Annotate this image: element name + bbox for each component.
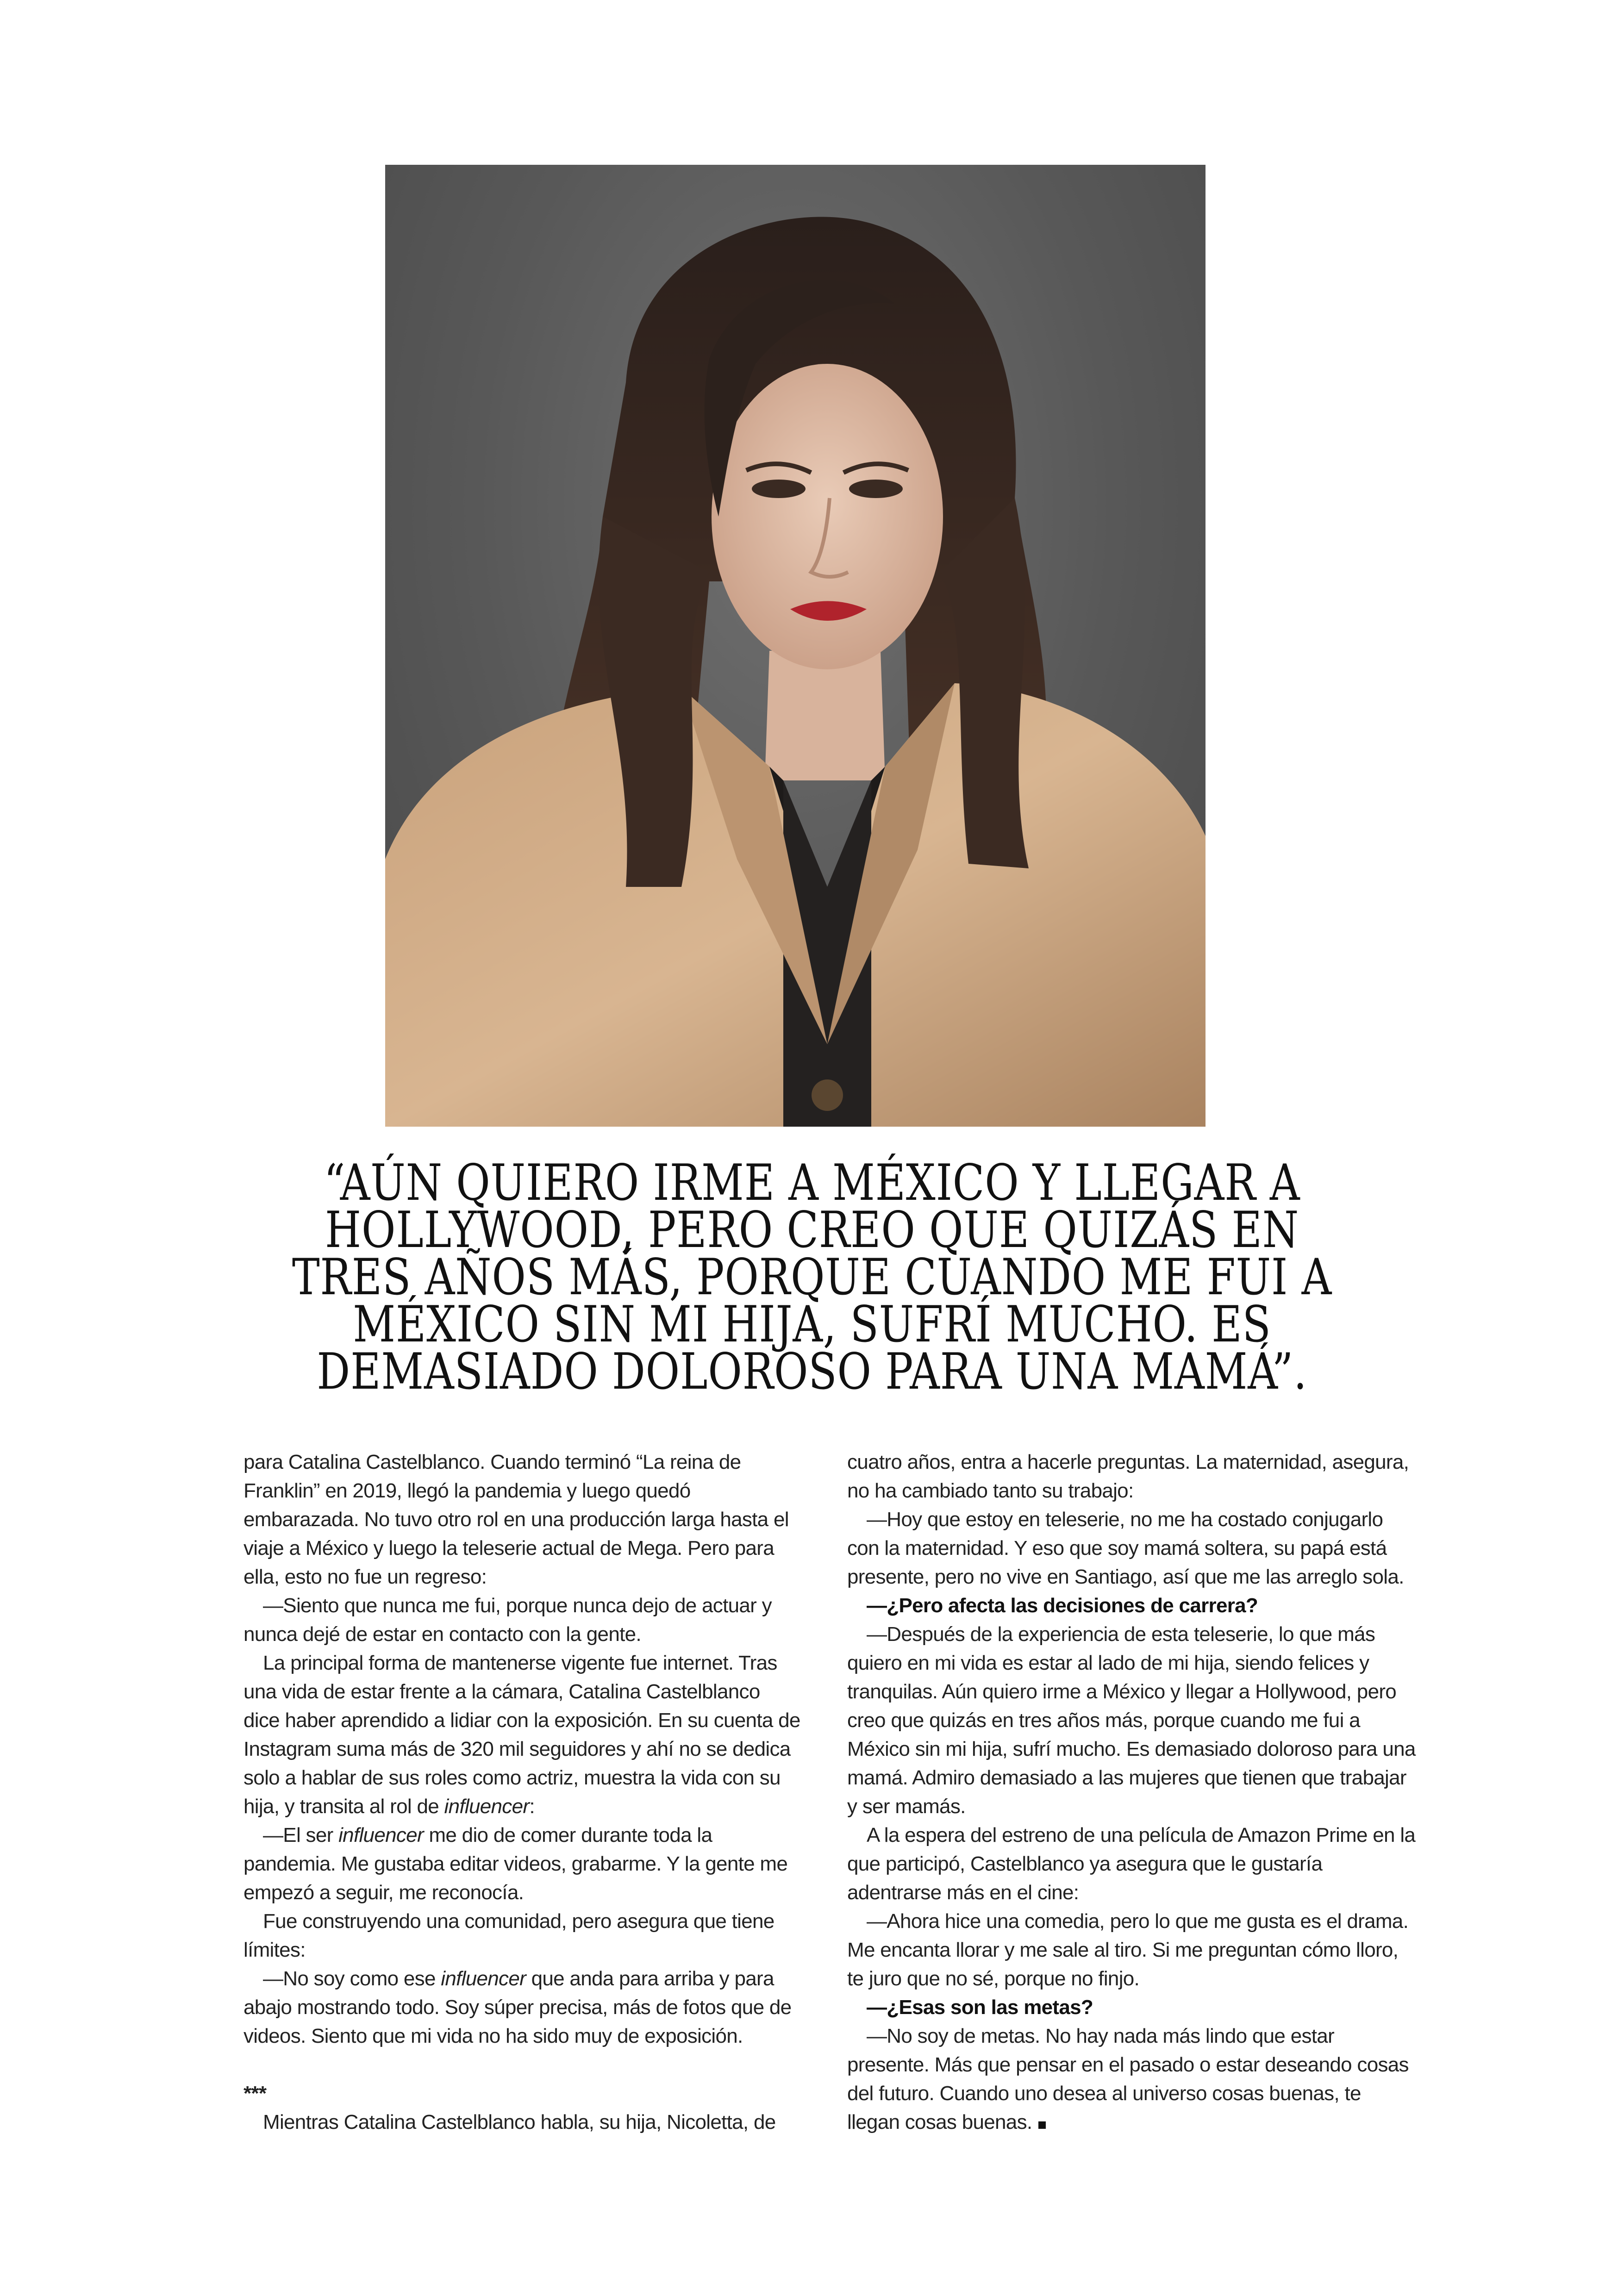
portrait-illustration (385, 165, 1206, 1127)
paragraph: La principal forma de mantenerse vigente fue internet. Tras una vida de estar frente a la cámara, Catalina Castelblanco dice haber aprendido a lidiar con la exposición. En su cuenta de Instagram suma más de 320 mil seguidores y ahí no se dedica solo a hablar de sus roles como actriz, muestra la vida con su hija, y transita al rol de influencer: (244, 1652, 800, 1818)
portrait-photo (385, 165, 1206, 1127)
paragraph: para Catalina Castelblanco. Cuando terminó “La reina de Franklin” en 2019, llegó la pandemia y luego quedó embarazada. No tuvo otro rol en una producción larga hasta el viaje a México y luego la teleserie actual de Mega. Pero para ella, esto no fue un regreso: (244, 1451, 789, 1588)
paragraph: —Ahora hice una comedia, pero lo que me gusta es el drama. Me encanta llorar y me sale al tiro. Si me preguntan cómo lloro, te juro que no sé, porque no finjo. (847, 1910, 1409, 1990)
pull-quote: “AÚN QUIERO IRME A MÉXICO Y LLEGAR A HOLLYWOOD, PERO CREO QUE QUIZÁS EN TRES AÑOS MÁS, PORQUE CUANDO ME FUI A MÉXICO SIN MI HIJA, SUFRÍ MUCHO. ES DEMASIADO DOLOROSO PARA UNA MAMÁ”. (292, 1154, 1332, 1401)
paragraph: —No soy como ese influencer que anda para arriba y para abajo mostrando todo. Soy súper precisa, más de fotos que de videos. Siento que mi vida no ha sido muy de exposición. (244, 1967, 792, 2047)
paragraph: —No soy de metas. No hay nada más lindo que estar presente. Más que pensar en el pasado o estar deseando cosas del futuro. Cuando uno desea al universo cosas buenas, te llegan cosas buenas. (847, 2025, 1409, 2133)
paragraph: cuatro años, entra a hacerle preguntas. La maternidad, asegura, no ha cambiado tanto su trabajo: (847, 1451, 1409, 1502)
end-of-article-mark (1038, 2121, 1046, 2129)
interview-question: —¿Esas son las metas? (867, 1996, 1093, 2019)
paragraph: —Siento que nunca me fui, porque nunca dejo de actuar y nunca dejé de estar en contacto con la gente. (244, 1594, 772, 1646)
paragraph: Fue construyendo una comunidad, pero asegura que tiene límites: (244, 1910, 775, 1961)
article-column-left (244, 1448, 801, 2137)
paragraph: Mientras Catalina Castelblanco habla, su hija, Nicoletta, de (263, 2111, 776, 2133)
section-separator: *** (244, 2082, 267, 2105)
article-column-right (847, 1448, 1417, 2137)
interview-question: —¿Pero afecta las decisiones de carrera? (867, 1594, 1258, 1617)
paragraph: —Hoy que estoy en teleserie, no me ha costado conjugarlo con la maternidad. Y eso que soy mamá soltera, su papá está presente, pero no vive en Santiago, así que me las arreglo sola. (847, 1508, 1404, 1588)
paragraph: —El ser influencer me dio de comer durante toda la pandemia. Me gustaba editar videos, grabarme. Y la gente me empezó a seguir, me reconocía. (244, 1824, 788, 1904)
paragraph: —Después de la experiencia de esta teleserie, lo que más quiero en mi vida es estar al lado de mi hija, siendo felices y tranquilas. Aún quiero irme a México y llegar a Hollywood, pero creo que quizás en tres años más, porque cuando me fui a México sin mi hija, sufrí mucho. Es demasiado doloroso para una mamá. Admiro demasiado a las mujeres que tienen que trabajar y ser mamás. (847, 1623, 1416, 1818)
paragraph: A la espera del estreno de una película de Amazon Prime en la que participó, Castelblanco ya asegura que le gustaría adentrarse más en el cine: (847, 1824, 1416, 1904)
